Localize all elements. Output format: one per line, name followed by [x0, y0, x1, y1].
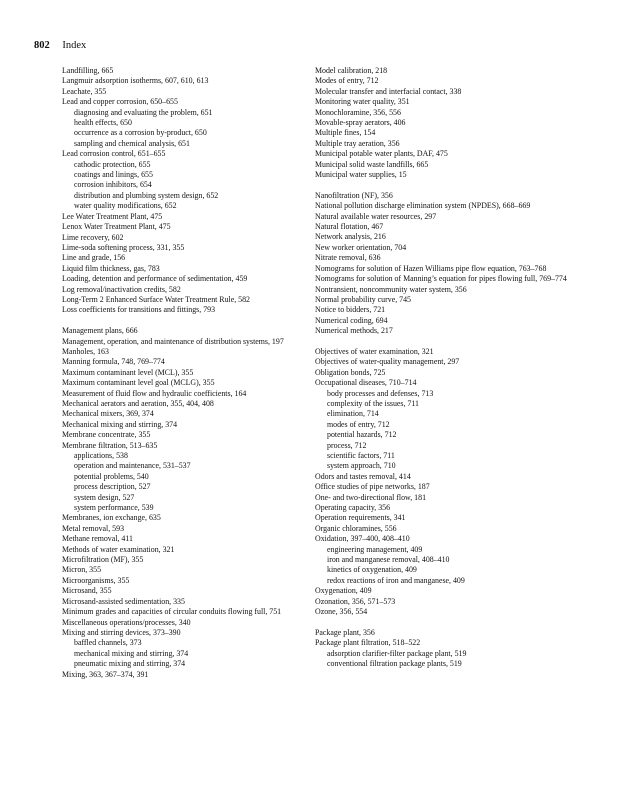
index-subentry: operation and maintenance, 531–537 [74, 461, 191, 471]
index-entry: Landfilling, 665 [62, 66, 114, 75]
index-entry: Operating capacity, 356 [315, 503, 391, 513]
index-subentry: potential hazards, 712 [327, 430, 397, 440]
index-entry: Metal removal, 593 [62, 523, 125, 533]
index-entry: Loading, detention and performance of sedimentation, 459 [62, 274, 248, 284]
index-entry: Modes of entry, 712 [315, 76, 379, 86]
index-entry: Loss coefficients for transitions and fittings, 793 [62, 305, 216, 315]
index-entry: Monitoring water quality, 351 [315, 97, 410, 107]
index-entry: National pollution discharge elimination system (NPDES), 668–669 [315, 201, 531, 211]
index-subentry: process description, 527 [74, 482, 151, 492]
index-entry: New worker orientation, 704 [315, 242, 407, 252]
section-gap [62, 316, 330, 326]
index-subentry: system performance, 539 [74, 503, 154, 513]
index-entry: Numerical coding, 694 [315, 315, 388, 325]
index-subentry: potential problems, 540 [74, 471, 149, 481]
index-subentry: engineering management, 409 [327, 544, 423, 554]
index-entry: Movable-spray aerators, 406 [315, 118, 406, 128]
index-entry: Nomograms for solution of Manning’s equation for pipes flowing full, 769–774 [315, 274, 567, 284]
index-entry: Nanofiltration (NF), 356 [315, 190, 393, 200]
index-entry: Ozonation, 356, 571–573 [315, 596, 396, 606]
index-entry: Model calibration, 218 [315, 66, 388, 75]
index-entry: Municipal potable water plants, DAF, 475 [315, 149, 448, 159]
index-entry: Nontransient, noncommunity water system, 356 [315, 284, 467, 294]
index-entry: Occupational diseases, 710–714 [315, 378, 417, 388]
index-entry: Line and grade, 156 [62, 253, 126, 263]
section-gap [315, 180, 583, 190]
index-entry: Notice to bidders, 721 [315, 305, 386, 315]
index-entry: Normal probability curve, 745 [315, 294, 411, 304]
index-entry: Microsand, 355 [62, 586, 112, 596]
index-entry: Manholes, 163 [62, 346, 109, 356]
index-entry: Molecular transfer and interfacial contact, 338 [315, 86, 462, 96]
index-entry: Municipal water supplies, 15 [315, 170, 407, 180]
index-entry: Mechanical aerators and aeration, 355, 404, 408 [62, 398, 214, 408]
index-entry: Nitrate removal, 636 [315, 253, 381, 263]
index-entry: Natural flotation, 467 [315, 222, 384, 232]
page-number: 802 [34, 40, 50, 51]
index-entry: Management plans, 666 [62, 326, 138, 336]
index-entry: Municipal solid waste landfills, 665 [315, 159, 429, 169]
index-entry: Ozone, 356, 554 [315, 607, 368, 617]
index-subentry: conventional filtration package plants, 519 [327, 659, 462, 669]
index-entry: Liquid film thickness, gas, 783 [62, 263, 160, 273]
index-column-left [62, 66, 330, 680]
index-entry: Network analysis, 216 [315, 232, 386, 242]
index-subentry: complexity of the issues, 711 [327, 398, 419, 408]
index-subentry: coatings and linings, 655 [74, 170, 153, 180]
index-entry: Log removal/inactivation credits, 582 [62, 284, 181, 294]
index-entry: Microorganisms, 355 [62, 575, 130, 585]
index-entry: Multiple fines, 154 [315, 128, 376, 138]
page-header [34, 40, 86, 51]
index-entry: Lee Water Treatment Plant, 475 [62, 211, 163, 221]
index-entry: Natural available water resources, 297 [315, 211, 437, 221]
index-entry: Operation requirements, 341 [315, 513, 406, 523]
index-entry: Objectives of water-quality management, 297 [315, 357, 460, 367]
index-subentry: sampling and chemical analysis, 651 [74, 138, 190, 148]
index-subentry: body processes and defenses, 713 [327, 388, 434, 398]
index-subentry: mechanical mixing and stirring, 374 [74, 648, 189, 658]
index-entry: Langmuir adsorption isotherms, 607, 610, 613 [62, 76, 209, 86]
index-entry: Mechanical mixers, 369, 374 [62, 409, 154, 419]
index-subentry: elimination, 714 [327, 409, 379, 419]
index-subentry: system approach, 710 [327, 461, 396, 471]
index-entry: Management, operation, and maintenance of distribution systems, 197 [62, 336, 284, 346]
index-entry: Package plant filtration, 518–522 [315, 638, 421, 648]
index-subentry: diagnosing and evaluating the problem, 651 [74, 107, 213, 117]
index-entry: Maximum contaminant level (MCL), 355 [62, 367, 194, 377]
index-entry: Nomograms for solution of Hazen Williams pipe flow equation, 763–768 [315, 263, 547, 273]
index-entry: Oxidation, 397–400, 408–410 [315, 534, 410, 544]
index-entry: Membrane concentrate, 355 [62, 430, 151, 440]
index-entry: Lime recovery, 602 [62, 232, 124, 242]
index-entry: Mechanical mixing and stirring, 374 [62, 419, 178, 429]
index-entry: Objectives of water examination, 321 [315, 346, 434, 356]
index-entry: Microsand-assisted sedimentation, 335 [62, 596, 185, 606]
index-entry: Methods of water examination, 321 [62, 544, 175, 554]
section-gap [315, 337, 583, 347]
index-entry: Membrane filtration, 513–635 [62, 440, 158, 450]
index-column-right [315, 66, 583, 670]
index-subentry: adsorption clarifier-filter package plant, 519 [327, 648, 467, 658]
index-entry: Package plant, 356 [315, 627, 375, 637]
index-entry: One- and two-directional flow, 181 [315, 492, 427, 502]
index-entry: Lime-soda softening process, 331, 355 [62, 242, 185, 252]
index-entry: Minimum grades and capacities of circular conduits flowing full, 751 [62, 607, 282, 617]
index-entry: Mixing, 363, 367–374, 391 [62, 669, 149, 679]
index-entry: Mixing and stirring devices, 373–390 [62, 627, 181, 637]
index-subentry: scientific factors, 711 [327, 451, 395, 460]
index-entry: Miscellaneous operations/processes, 340 [62, 617, 191, 627]
index-subentry: occurrence as a corrosion by-product, 650 [74, 128, 207, 138]
section-gap [315, 618, 583, 628]
index-entry: Odors and tastes removal, 414 [315, 471, 411, 481]
index-entry: Leachate, 355 [62, 86, 107, 96]
index-subentry: baffled channels, 373 [74, 638, 142, 648]
index-entry: Measurement of fluid flow and hydraulic coefficients, 164 [62, 388, 247, 398]
index-entry: Microfiltration (MF), 355 [62, 555, 144, 565]
index-entry: Micron, 355 [62, 565, 102, 575]
index-subentry: distribution and plumbing system design, 652 [74, 190, 219, 200]
index-entry: Long-Term 2 Enhanced Surface Water Treatment Rule, 582 [62, 294, 250, 304]
index-entry: Oxygenation, 409 [315, 586, 372, 596]
index-entry: Obligation bonds, 725 [315, 367, 386, 377]
index-subentry: corrosion inhibitors, 654 [74, 180, 152, 190]
index-subentry: cathodic protection, 655 [74, 159, 151, 169]
section-title: Index [62, 40, 87, 51]
index-subentry: kinetics of oxygenation, 409 [327, 565, 417, 575]
index-entry: Membranes, ion exchange, 635 [62, 513, 161, 523]
index-entry: Manning formula, 748, 769–774 [62, 357, 165, 367]
index-entry: Monochloramine, 356, 556 [315, 107, 401, 117]
index-entry: Numerical methods, 217 [315, 326, 393, 336]
index-subentry: water quality modifications, 652 [74, 201, 177, 211]
index-subentry: redox reactions of iron and manganese, 409 [327, 575, 465, 585]
index-subentry: pneumatic mixing and stirring, 374 [74, 659, 186, 669]
index-entry: Maximum contaminant level goal (MCLG), 355 [62, 378, 215, 388]
index-subentry: iron and manganese removal, 408–410 [327, 555, 450, 565]
index-entry: Organic chloramines, 556 [315, 523, 397, 533]
index-entry: Methane removal, 411 [62, 534, 133, 544]
index-subentry: health effects, 650 [74, 118, 132, 128]
index-subentry: modes of entry, 712 [327, 419, 390, 429]
index-entry: Office studies of pipe networks, 187 [315, 482, 430, 492]
index-subentry: applications, 538 [74, 451, 128, 461]
index-entry: Lead and copper corrosion, 650–655 [62, 97, 178, 107]
index-subentry: process, 712 [327, 440, 367, 450]
index-entry: Lenox Water Treatment Plant, 475 [62, 222, 171, 232]
index-subentry: system design, 527 [74, 492, 135, 502]
index-entry: Multiple tray aeration, 356 [315, 138, 400, 148]
index-entry: Lead corrosion control, 651–655 [62, 149, 166, 159]
